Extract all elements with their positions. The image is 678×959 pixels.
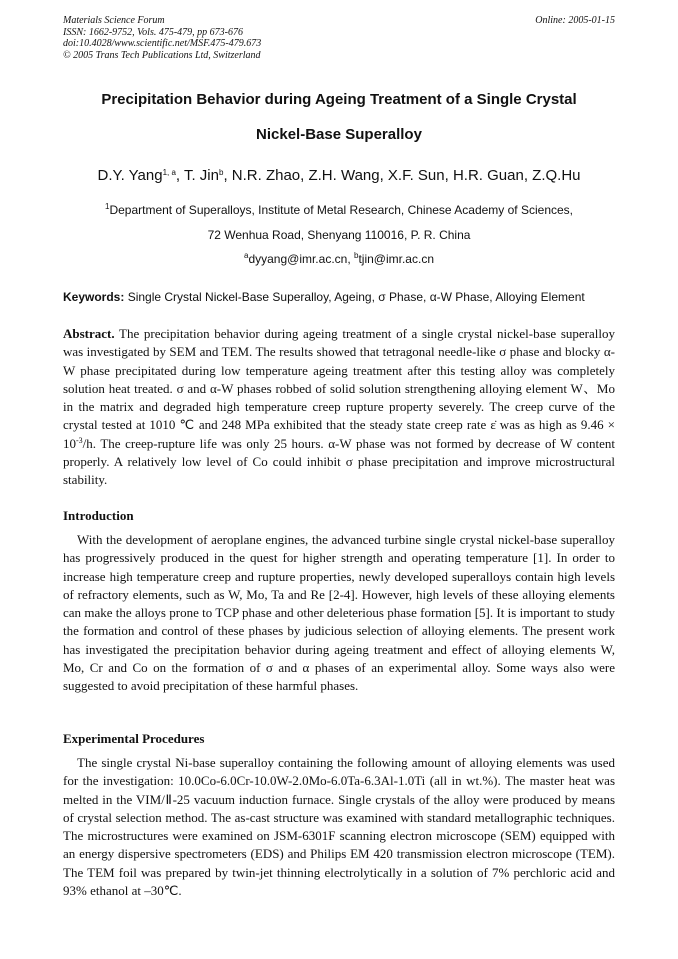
abstract-exponent: -3 — [76, 435, 83, 445]
keywords-text: Single Crystal Nickel-Base Superalloy, Ageing, σ Phase, α-W Phase, Alloying Element — [124, 290, 585, 304]
online-date: Online: 2005-01-15 — [535, 15, 615, 26]
email-a: dyyang@imr.ac.cn — [248, 252, 348, 266]
email-sep: , — [347, 252, 354, 266]
affiliation-text-1: Department of Superalloys, Institute of Metal Research, Chinese Academy of Sciences, — [109, 203, 574, 217]
email-a-sup: a — [243, 251, 249, 260]
introduction-paragraph: With the development of aeroplane engines, the advanced turbine single crystal nickel-base superalloy has progressively produced in the quest for higher strength and operating temperature [1]. In order to increase high temperature creep and rupture properties, newly developed superalloys contain high levels of refractory elements, such as W, Mo, Ta and Re [2-4]. However, high levels of these alloying elements can make the alloys prone to TCP phase and other deleterious phase formation [5]. It is important to study the formation and control of these phases by judicious selection of alloying elements. The present work has investigated the precipitation behavior during ageing treatment and effect of alloying elements W, Mo, Cr and Co on the formation of σ and α phases of an experimental alloy. Some ways also were suggested to avoid precipitation of these harmful phases. — [63, 532, 615, 694]
copyright-line: © 2005 Trans Tech Publications Ltd, Switzerland — [63, 49, 261, 61]
doi-line: doi:10.4028/www.scientific.net/MSF.475-479.673 — [63, 38, 262, 49]
experimental-body — [63, 754, 615, 900]
paper-title-line-1: Precipitation Behavior during Ageing Treatment of a Single Crystal — [101, 91, 577, 108]
experimental-paragraph: The single crystal Ni-base superalloy containing the following amount of alloying elements was used for the investigation: 10.0Co-6.0Cr-10.0W-2.0Mo-6.0Ta-6.3Al-1.0Ti (all in wt.%). The master heat was melted in the VIM/Ⅱ-25 vacuum induction furnace. Single crystals of the alloy were produced by means of crystal selection method. The as-cast structure was examined with standard metallographic techniques. The microstructures were examined on JSM-6301F scanning electron microscope (SEM) equipped with an energy dispersive spectrometers (EDS) and Philips EM 420 transmission electron microscope (TEM). The TEM foil was prepared by twin-jet thinning electrolytically in a solution of 7% perchloric acid and 93% ethanol at –30℃. — [63, 755, 615, 899]
introduction-body — [63, 531, 615, 696]
keywords-label: Keywords: — [63, 290, 125, 304]
abstract-label: Abstract. — [63, 326, 115, 341]
abstract-text-2: /h. The creep-rupture life was only 25 hours. α-W phase was not formed by decrease of W content properly. A relatively low level of Co could inhibit σ phase precipitation and improve microstructural stability. — [63, 435, 615, 488]
author-second: , T. Jin — [175, 167, 219, 184]
paper-title-line-2: Nickel-Base Superalloy — [256, 126, 422, 143]
keywords — [63, 290, 623, 304]
email-b: tjin@imr.ac.cn — [358, 252, 434, 266]
email-b-sup: b — [354, 251, 359, 260]
introduction-heading: Introduction — [63, 508, 134, 523]
journal-header — [63, 15, 615, 61]
journal-name: Materials Science Forum — [63, 15, 165, 26]
experimental-heading: Experimental Procedures — [63, 731, 205, 746]
author-first-sup: 1, a — [162, 168, 176, 177]
affiliation-sup: 1 — [104, 202, 110, 211]
author-rest: , N.R. Zhao, Z.H. Wang, X.F. Sun, H.R. Guan, Z.Q.Hu — [223, 167, 581, 184]
issn-line: ISSN: 1662-9752, Vols. 475-479, pp 673-676 — [63, 26, 243, 38]
affiliation-line-1 — [20, 203, 658, 217]
author-first: D.Y. Yang — [97, 167, 163, 184]
author-list — [20, 167, 658, 184]
email-line — [20, 252, 658, 266]
abstract-text-1: The precipitation behavior during ageing treatment of a single crystal nickel-base superalloy was investigated by SEM and TEM. The results showed that tetragonal needle-like σ phase and blocky α-W phase precipitated during low temperature ageing treatment after this testing alloy was completely solution heat treated. σ and α-W phases robbed of solid solution strengthening alloying element W、Mo in the matrix and degraded high temperature creep rupture property severely. The creep curve of the crystal tested at 1010 ℃ and 248 MPa exhibited that the steady state creep rate ε̇ was as high as 9.46 × 10 — [63, 326, 615, 451]
abstract — [63, 325, 615, 490]
affiliation-line-2: 72 Wenhua Road, Shenyang 110016, P. R. China — [207, 228, 471, 242]
author-second-sup: b — [218, 168, 224, 177]
